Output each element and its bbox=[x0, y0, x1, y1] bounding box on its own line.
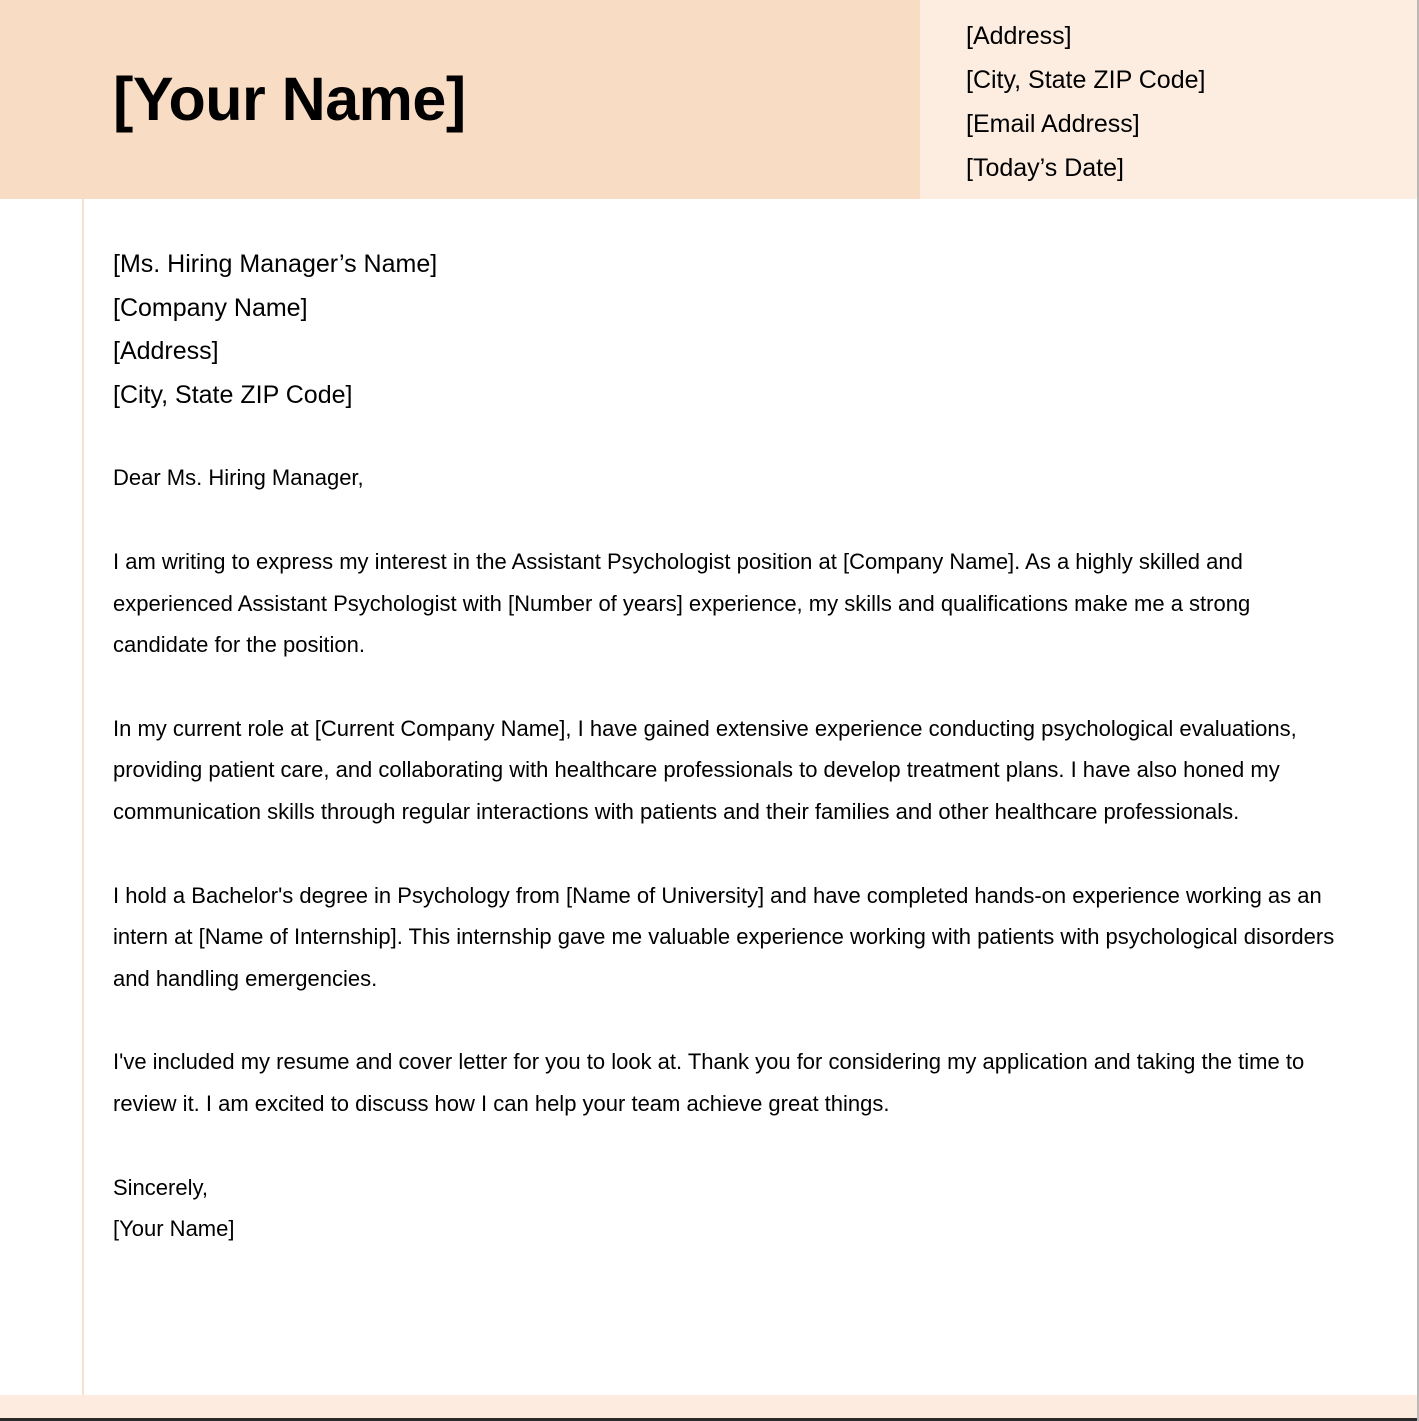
letter-header bbox=[0, 0, 1419, 199]
applicant-name-heading: [Your Name] bbox=[113, 65, 466, 134]
footer-accent-bar bbox=[0, 1395, 1419, 1418]
recipient-line-address: [Address] bbox=[113, 337, 219, 365]
contact-line-date: [Today’s Date] bbox=[966, 154, 1124, 182]
body-paragraph-3: I hold a Bachelor's degree in Psychology from [Name of University] and have completed hands-on experience working as an intern at [Name of Internship]. This internship gave me valuable experience working with patients with psychological disorders and handling emergencies. bbox=[113, 882, 1335, 991]
recipient-line-company: [Company Name] bbox=[113, 293, 308, 322]
contact-line-address: [Address] bbox=[966, 22, 1072, 50]
salutation: Dear Ms. Hiring Manager, bbox=[113, 465, 364, 490]
contact-line-email: [Email Address] bbox=[966, 110, 1140, 138]
signature-name: [Your Name] bbox=[113, 1215, 235, 1241]
body-paragraph-1: I am writing to express my interest in the Assistant Psychologist position at [Company Name]. As a highly skilled and experienced Assistant Psychologist with [Number of years] experience, my skills and qualifications make me a strong candidate for the position. bbox=[113, 549, 1251, 658]
closing-block bbox=[113, 1167, 1338, 1249]
recipient-line-manager-name: [Ms. Hiring Manager’s Name] bbox=[113, 250, 438, 278]
body-paragraph-4: I've included my resume and cover letter for you to look at. Thank you for considering my application and taking the time to review it. I am excited to discuss how I can help your team achieve great things. bbox=[113, 1049, 1305, 1116]
valediction: Sincerely, bbox=[113, 1174, 208, 1200]
contact-line-city: [City, State ZIP Code] bbox=[966, 66, 1206, 94]
recipient-line-city: [City, State ZIP Code] bbox=[113, 380, 353, 409]
header-contact-panel bbox=[920, 0, 1419, 199]
header-name-panel bbox=[0, 0, 920, 199]
left-margin-rule bbox=[82, 199, 84, 1395]
letter-body bbox=[113, 199, 1338, 1249]
recipient-address-block bbox=[113, 243, 1338, 417]
body-paragraph-2: In my current role at [Current Company Name], I have gained extensive experience conducting psychological evaluations, providing patient care, and collaborating with healthcare professionals to develop treatment plans. I have also honed my communication skills through regular interactions with patients and their families and other healthcare professionals. bbox=[113, 715, 1297, 824]
